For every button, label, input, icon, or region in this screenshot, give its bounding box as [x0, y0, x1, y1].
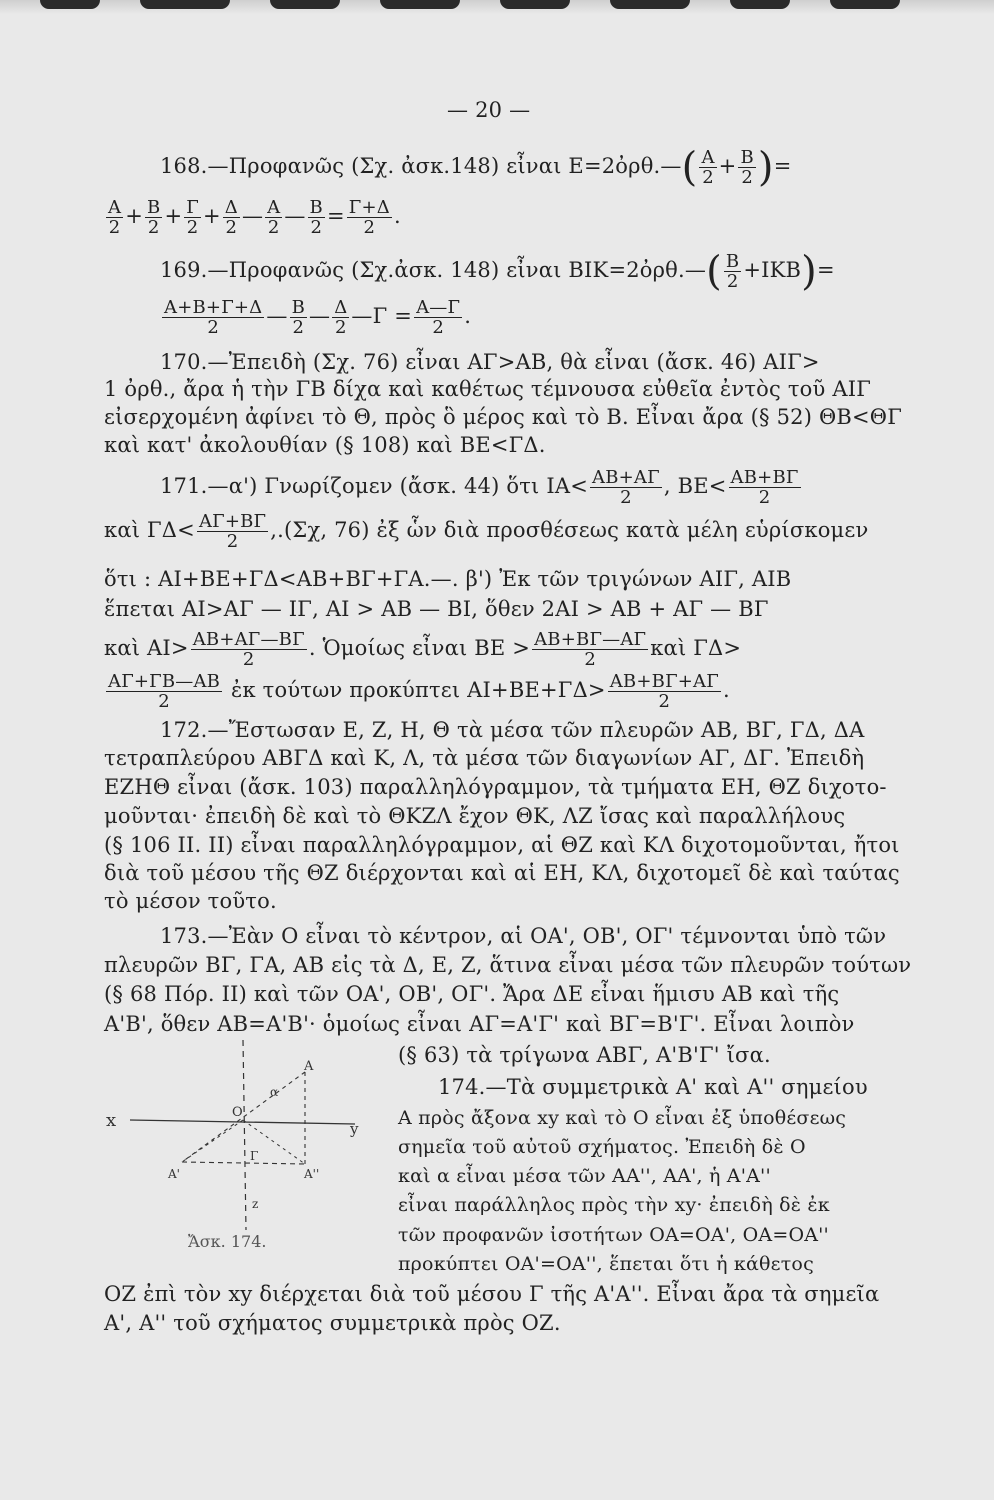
denominator: 2 — [741, 167, 753, 188]
figure-174 — [100, 1040, 390, 1250]
exercise-172-line-4: μοῦνται· ἐπειδὴ δὲ καὶ τὸ ΘΚΖΛ ἔχον ΘΚ, ΛΖ ἴσας καὶ παραλλήλους — [104, 804, 846, 828]
denominator: 2 — [226, 531, 239, 552]
exercise-171-line-5 — [104, 630, 741, 669]
fraction — [184, 198, 201, 237]
numerator: Δ — [334, 297, 348, 318]
text: καὶ ΑΙ> — [104, 636, 189, 660]
text: +ΙΚΒ — [743, 258, 802, 282]
paren: ) — [801, 248, 817, 295]
denominator: 2 — [225, 217, 238, 238]
denominator: 2 — [584, 649, 596, 670]
paren: ( — [681, 144, 698, 191]
exercise-171-line-2 — [104, 512, 868, 551]
numerator: Β — [725, 251, 740, 272]
text: ἐκ τούτων προκύπτει ΑΙ+ΒΕ+ΓΔ> — [231, 678, 606, 702]
exercise-172-line-3: ΕΖΗΘ εἶναι (ἄσκ. 103) παραλληλόγραμμον, τὰ τμήματα ΕΗ, ΘΖ διχοτο- — [104, 775, 887, 799]
op: + — [718, 154, 737, 178]
exercise-174-line-9: Α', Α'' τοῦ σχήματος συμμετρικὰ πρὸς ΟΖ. — [104, 1311, 561, 1335]
denominator: 2 — [758, 487, 771, 508]
fraction — [308, 198, 325, 237]
figure-caption: Ἄσκ. 174. — [188, 1232, 267, 1251]
exercise-173-line-2: πλευρῶν ΒΓ, ΓΑ, ΑΒ εἰς τὰ Δ, Ε, Ζ, ἅτινα εἶναι μέσα τῶν πλευρῶν τούτων — [104, 953, 912, 977]
text: = — [816, 258, 835, 282]
top-edge-band — [0, 0, 994, 14]
exercise-170-line-1: 170.—Ἐπειδὴ (Σχ. 76) εἶναι ΑΓ>ΑΒ, θὰ εἶναι (ἄσκ. 46) ΑΙΓ> — [160, 350, 820, 374]
numerator: Γ — [186, 197, 199, 218]
op: — — [266, 304, 288, 328]
numerator: Α — [701, 147, 715, 168]
fraction — [738, 148, 755, 187]
denominator: 2 — [726, 271, 739, 292]
numerator: Α — [108, 197, 122, 218]
exercise-174-line-5: εἶναι παράλληλος πρὸς τὴν xy· ἐπειδὴ δὲ ἐκ — [398, 1194, 830, 1216]
label-y: y — [350, 1120, 359, 1138]
exercise-174-line-2: Α πρὸς ἄξονα xy καὶ τὸ Ο εἶναι ἐξ ὑποθέσεως — [398, 1107, 847, 1129]
text: , ΒΕ< — [663, 474, 727, 498]
fraction — [347, 198, 392, 237]
denominator: 2 — [310, 217, 323, 238]
exercise-174-line-4: καὶ α εἶναι μέσα τῶν ΑΑ'', ΑΑ', ἡ Α'Α'' — [398, 1165, 771, 1187]
numerator: Δ — [224, 197, 238, 218]
denominator: 2 — [207, 317, 220, 338]
exercise-171-line-1 — [160, 468, 803, 507]
fraction — [106, 672, 222, 711]
exercise-171-line-3: ὅτι : ΑΙ+ΒΕ+ΓΔ<ΑΒ+ΒΓ+ΓΑ.—. β') Ἐκ τῶν τριγώνων ΑΙΓ, ΑΙΒ — [104, 567, 792, 591]
fraction — [191, 630, 307, 669]
op: = — [326, 204, 345, 228]
op: + — [125, 204, 143, 228]
numerator: Β — [291, 297, 306, 318]
label-a1: A' — [168, 1167, 180, 1181]
denominator: 2 — [334, 317, 347, 338]
segment-o-a1 — [182, 1120, 243, 1162]
op: — — [241, 204, 264, 228]
fraction — [332, 298, 349, 337]
exercise-172-line-2: τετραπλεύρου ΑΒΓΔ καὶ Κ, Λ, τὰ μέσα τῶν διαγωνίων ΑΓ, ΔΓ. Ἐπειδὴ — [104, 746, 865, 770]
exercise-173-line-3: (§ 68 Πόρ. ΙΙ) καὶ τῶν ΟΑ', ΟΒ', ΟΓ'. Ἄρα ΔΕ εἶναι ἥμισυ ΑΒ καὶ τῆς — [104, 982, 840, 1006]
fraction — [414, 298, 462, 337]
numerator: Β — [309, 197, 323, 218]
text: 168.—Προφανῶς (Σχ. ἀσκ.148) εἶναι Ε=2ὀρθ.— — [160, 154, 682, 178]
label-a2: A'' — [304, 1167, 320, 1181]
denominator: 2 — [620, 487, 632, 508]
op: . — [464, 304, 472, 328]
exercise-174-line-7: προκύπτει ΟΑ'=ΟΑ'', ἕπεται ὅτι ἡ κάθετος — [398, 1253, 814, 1275]
denominator: 2 — [432, 317, 444, 338]
exercise-172-line-5: (§ 106 ΙΙ. ΙΙ) εἶναι παραλληλόγραμμον, αἱ ΘΖ καὶ ΚΛ διχοτομοῦνται, ἤτοι — [104, 833, 900, 857]
fraction — [265, 198, 282, 237]
denominator: 2 — [242, 649, 255, 670]
page-number: — 20 — — [447, 98, 531, 122]
exercise-172-line-7: τὸ μέσον τοῦτο. — [104, 889, 277, 913]
exercise-173-line-1: 173.—Ἐὰν Ο εἶναι τὸ κέντρον, αἱ ΟΑ', ΟΒ', ΟΓ' τέμνονται ὑπὸ τῶν — [160, 924, 887, 948]
exercise-169-line-1 — [160, 248, 835, 295]
numerator: Α—Γ — [416, 297, 461, 318]
exercise-172-line-1: 172.—Ἔστωσαν Ε, Ζ, Η, Θ τὰ μέσα τῶν πλευρῶν ΑΒ, ΒΓ, ΓΔ, ΔΑ — [160, 718, 865, 742]
exercise-171-line-6 — [104, 672, 730, 711]
exercise-169-line-2 — [160, 298, 471, 337]
exercise-172-line-6: διὰ τοῦ μέσου τῆς ΘΖ διέρχονται καὶ αἱ ΕΗ, ΚΛ, διχοτομεῖ δὲ καὶ ταύτας — [104, 861, 900, 885]
fraction — [290, 298, 307, 337]
fraction — [724, 252, 741, 291]
numerator: Β — [147, 197, 161, 218]
fraction — [699, 148, 716, 187]
label-z: z — [252, 1197, 259, 1211]
op: — — [284, 204, 306, 228]
fraction — [197, 512, 268, 551]
numerator: ΑΓ+ΒΓ — [198, 511, 267, 532]
numerator: ΑΓ+ΓΒ—ΑΒ — [108, 671, 221, 692]
denominator: 2 — [363, 217, 376, 238]
denominator: 2 — [292, 317, 305, 338]
fraction — [590, 468, 662, 507]
fraction — [162, 298, 264, 337]
text: 169.—Προφανῶς (Σχ.ἀσκ. 148) εἶναι ΒΙΚ=2ὀρθ.— — [160, 258, 707, 282]
fraction — [223, 198, 240, 237]
fraction — [106, 198, 123, 237]
numerator: ΑΒ+ΑΓ — [592, 467, 660, 488]
denominator: 2 — [658, 691, 671, 712]
denominator: 2 — [186, 217, 199, 238]
denominator: 2 — [158, 691, 170, 712]
exercise-174-line-8: ΟΖ ἐπὶ τὸν xy διέρχεται διὰ τοῦ μέσου Γ τῆς Α'Α''. Εἶναι ἄρα τὰ σημεῖα — [104, 1282, 880, 1306]
exercise-170-line-4: καὶ κατ' ἀκολουθίαν (§ 108) καὶ ΒΕ<ΓΔ. — [104, 433, 546, 457]
numerator: Α+Β+Γ+Δ — [164, 297, 263, 318]
label-alpha: α — [270, 1085, 279, 1099]
label-x: x — [106, 1110, 117, 1131]
numerator: ΑΒ+ΒΓ—ΑΓ — [534, 629, 647, 650]
denominator: 2 — [108, 217, 121, 238]
exercise-168-line-2 — [104, 198, 401, 237]
op: —Γ — [351, 304, 388, 328]
text: ,.(Σχ, 76) ἐξ ὧν διὰ προσθέσεως κατὰ μέλη εὑρίσκομεν — [270, 518, 869, 542]
numerator: ΑΒ+ΒΓ+ΑΓ — [609, 671, 719, 692]
denominator: 2 — [267, 217, 280, 238]
numerator: Α — [267, 197, 281, 218]
fraction — [532, 630, 648, 669]
exercise-174-line-1: 174.—Τὰ συμμετρικὰ Α' καὶ Α'' σημείου — [438, 1075, 868, 1099]
op: + — [164, 204, 183, 228]
label-o: O — [232, 1105, 243, 1120]
exercise-173-line-5: (§ 63) τὰ τρίγωνα ΑΒΓ, Α'Β'Γ' ἴσα. — [398, 1043, 771, 1067]
op: = — [394, 304, 413, 328]
label-a: A — [304, 1059, 314, 1074]
numerator: Γ+Δ — [348, 197, 390, 218]
denominator: 2 — [147, 217, 160, 238]
exercise-170-line-3: εἰσερχομένη ἀφίνει τὸ Θ, πρὸς ὃ μέρος καὶ τὸ Β. Εἶναι ἄρα (§ 52) ΘΒ<ΘΓ — [104, 405, 902, 429]
label-gamma: Γ — [250, 1149, 259, 1163]
fraction — [729, 468, 801, 507]
text: καὶ ΓΔ< — [104, 518, 195, 542]
exercise-174-line-3: σημεῖα τοῦ αὐτοῦ σχήματος. Ἐπειδὴ δὲ Ο — [398, 1136, 806, 1158]
axis-oz — [243, 1040, 246, 1230]
op: + — [202, 204, 221, 228]
op: — — [309, 304, 331, 328]
paren: ( — [706, 248, 722, 295]
numerator: ΑΒ+ΑΓ—ΒΓ — [192, 629, 305, 650]
exercise-173-line-4: Α'Β', ὅθεν ΑΒ=Α'Β'· ὁμοίως εἶναι ΑΓ=Α'Γ' καὶ ΒΓ=Β'Γ'. Εἶναι λοιπὸν — [104, 1012, 855, 1036]
exercise-170-line-2: 1 ὀρθ., ἄρα ἡ τὴν ΓΒ δίχα καὶ καθέτως τέμνουσα εὐθεῖα ἐντὸς τοῦ ΑΙΓ — [104, 377, 871, 401]
text: = — [773, 154, 792, 178]
numerator: Β — [740, 147, 754, 168]
denominator: 2 — [702, 167, 714, 188]
op: . — [722, 678, 730, 702]
text: καὶ ΓΔ> — [650, 636, 742, 660]
segment-a1-a2 — [182, 1162, 305, 1164]
numerator: ΑΒ+ΒΓ — [730, 467, 799, 488]
fraction — [145, 198, 162, 237]
op: . — [393, 204, 401, 228]
exercise-171-line-4: ἕπεται ΑΙ>ΑΓ — ΙΓ, ΑΙ > ΑΒ — ΒΙ, ὅθεν 2ΑΙ > ΑΒ + ΑΓ — ΒΓ — [104, 597, 769, 621]
text: . Ὁμοίως εἶναι ΒΕ > — [308, 636, 531, 660]
exercise-174-line-6: τῶν προφανῶν ἰσοτήτων ΟΑ=ΟΑ', ΟΑ=ΟΑ'' — [398, 1224, 829, 1246]
fraction — [608, 672, 721, 711]
exercise-168-line-1 — [160, 144, 792, 191]
text: 171.—α') Γνωρίζομεν (ἄσκ. 44) ὅτι ΙΑ< — [160, 474, 589, 498]
paren: ) — [757, 144, 774, 191]
